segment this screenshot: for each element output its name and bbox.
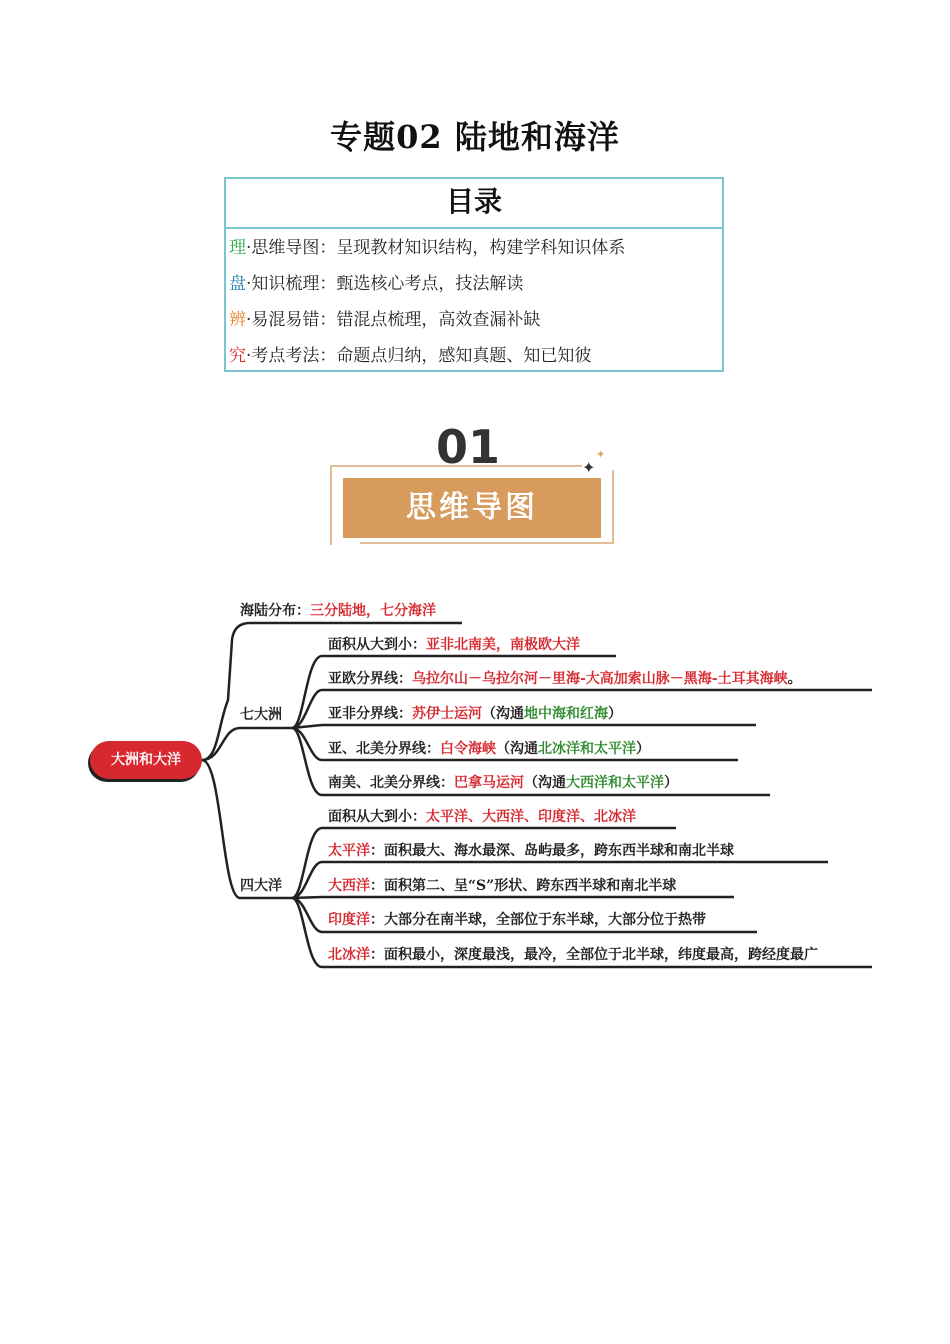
continent-row[interactable]: [328, 703, 622, 723]
toc-heading: 目录: [226, 179, 722, 229]
toc-label: 思维导图: [251, 238, 320, 258]
sparkle-icon: ✦: [596, 448, 606, 461]
mindmap-node-continents[interactable]: 七大洲: [240, 707, 282, 723]
toc-desc: 呈现教材知识结构，构建学科知识体系: [336, 238, 626, 258]
ocean-row[interactable]: [328, 806, 636, 826]
page-title: 专题02 陆地和海洋: [330, 118, 620, 156]
toc-key: 理: [229, 238, 246, 258]
toc-desc: 甄选核心考点，技法解读: [336, 274, 524, 294]
ocean-name: 大西洋: [328, 878, 370, 894]
toc-desc: 错混点梳理，高效查漏补缺: [336, 310, 541, 330]
continent-row[interactable]: [328, 634, 580, 654]
connector-c3: [292, 725, 756, 728]
row-highlight: 巴拿马运河: [454, 775, 524, 791]
row-text: ：面积第二、呈“S”形状、跨东西半球和南北半球: [370, 878, 677, 894]
toc-key: 究: [229, 346, 246, 366]
node-value: 三分陆地，七分海洋: [310, 603, 436, 619]
toc-item[interactable]: 究·考点考法：命题点归纳，感知真题、知已知彼: [229, 346, 592, 366]
toc-desc: 命题点归纳，感知真题、知已知彼: [336, 346, 592, 366]
toc-item[interactable]: 盘·知识梳理：甄选核心考点，技法解读: [229, 274, 524, 294]
row-highlight: 苏伊士运河: [412, 706, 482, 722]
ocean-row[interactable]: [328, 840, 734, 860]
ocean-name: 太平洋: [328, 843, 370, 859]
ocean-row[interactable]: [328, 909, 706, 929]
continent-row[interactable]: [328, 772, 678, 792]
row-end: 。: [787, 671, 802, 687]
mindmap-root[interactable]: 大洲和大洋: [90, 741, 202, 779]
row-mid: （沟通: [482, 706, 524, 722]
continent-row[interactable]: [328, 668, 802, 688]
row-highlight: 白令海峡: [440, 741, 496, 757]
row-end: ）: [636, 741, 650, 757]
toc-label: 考点考法: [251, 346, 320, 366]
toc-label: 易混易错: [251, 310, 320, 330]
mindmap-node-landsea[interactable]: [240, 600, 436, 620]
section-title: 思维导图: [343, 478, 601, 538]
row-green: 大西洋和太平洋: [566, 775, 664, 791]
row-highlight: 亚非北南美，南极欧大洋: [426, 637, 580, 653]
row-text: 太平洋、大西洋、印度洋、北冰洋: [426, 809, 636, 825]
toc-key: 盘: [229, 274, 246, 294]
node-label: 海陆分布：: [240, 603, 310, 619]
row-label: 亚、北美分界线：: [328, 741, 440, 757]
continent-row[interactable]: [328, 738, 650, 758]
ocean-row[interactable]: [328, 944, 818, 964]
toc-key: 辨: [229, 310, 246, 330]
row-text: ：大部分在南半球，全部位于东半球，大部分位于热带: [370, 912, 706, 928]
row-text: ：面积最大、海水最深、岛屿最多，跨东西半球和南北半球: [370, 843, 734, 859]
row-label: 面积从大到小：: [328, 809, 426, 825]
row-mid: （沟通: [524, 775, 566, 791]
sparkle-icon: ✦: [582, 458, 596, 477]
row-end: ）: [664, 775, 678, 791]
row-text: ：面积最小，深度最浅，最冷，全部位于北半球，纬度最高，跨经度最广: [370, 947, 818, 963]
row-green: 地中海和红海: [524, 706, 608, 722]
ocean-row[interactable]: [328, 875, 676, 895]
ocean-name: 北冰洋: [328, 947, 370, 963]
row-label: 面积从大到小：: [328, 637, 426, 653]
ocean-name: 印度洋: [328, 912, 370, 928]
row-mid: （沟通: [496, 741, 538, 757]
toc-item[interactable]: 辨·易混易错：错混点梳理，高效查漏补缺: [229, 310, 541, 330]
toc-item[interactable]: 理·思维导图：呈现教材知识结构，构建学科知识体系: [229, 238, 626, 258]
section-number: 01: [435, 420, 500, 474]
row-label: 亚非分界线：: [328, 706, 412, 722]
toc-label: 知识梳理: [251, 274, 320, 294]
row-highlight: 乌拉尔山－乌拉尔河－里海-大高加索山脉－黑海-土耳其海峡: [412, 671, 788, 687]
row-end: ）: [608, 706, 622, 722]
row-green: 北冰洋和太平洋: [538, 741, 636, 757]
connector-o3: [292, 897, 734, 898]
row-label: 南美、北美分界线：: [328, 775, 454, 791]
mindmap-node-oceans[interactable]: 四大洋: [240, 878, 282, 894]
row-label: 亚欧分界线：: [328, 671, 412, 687]
